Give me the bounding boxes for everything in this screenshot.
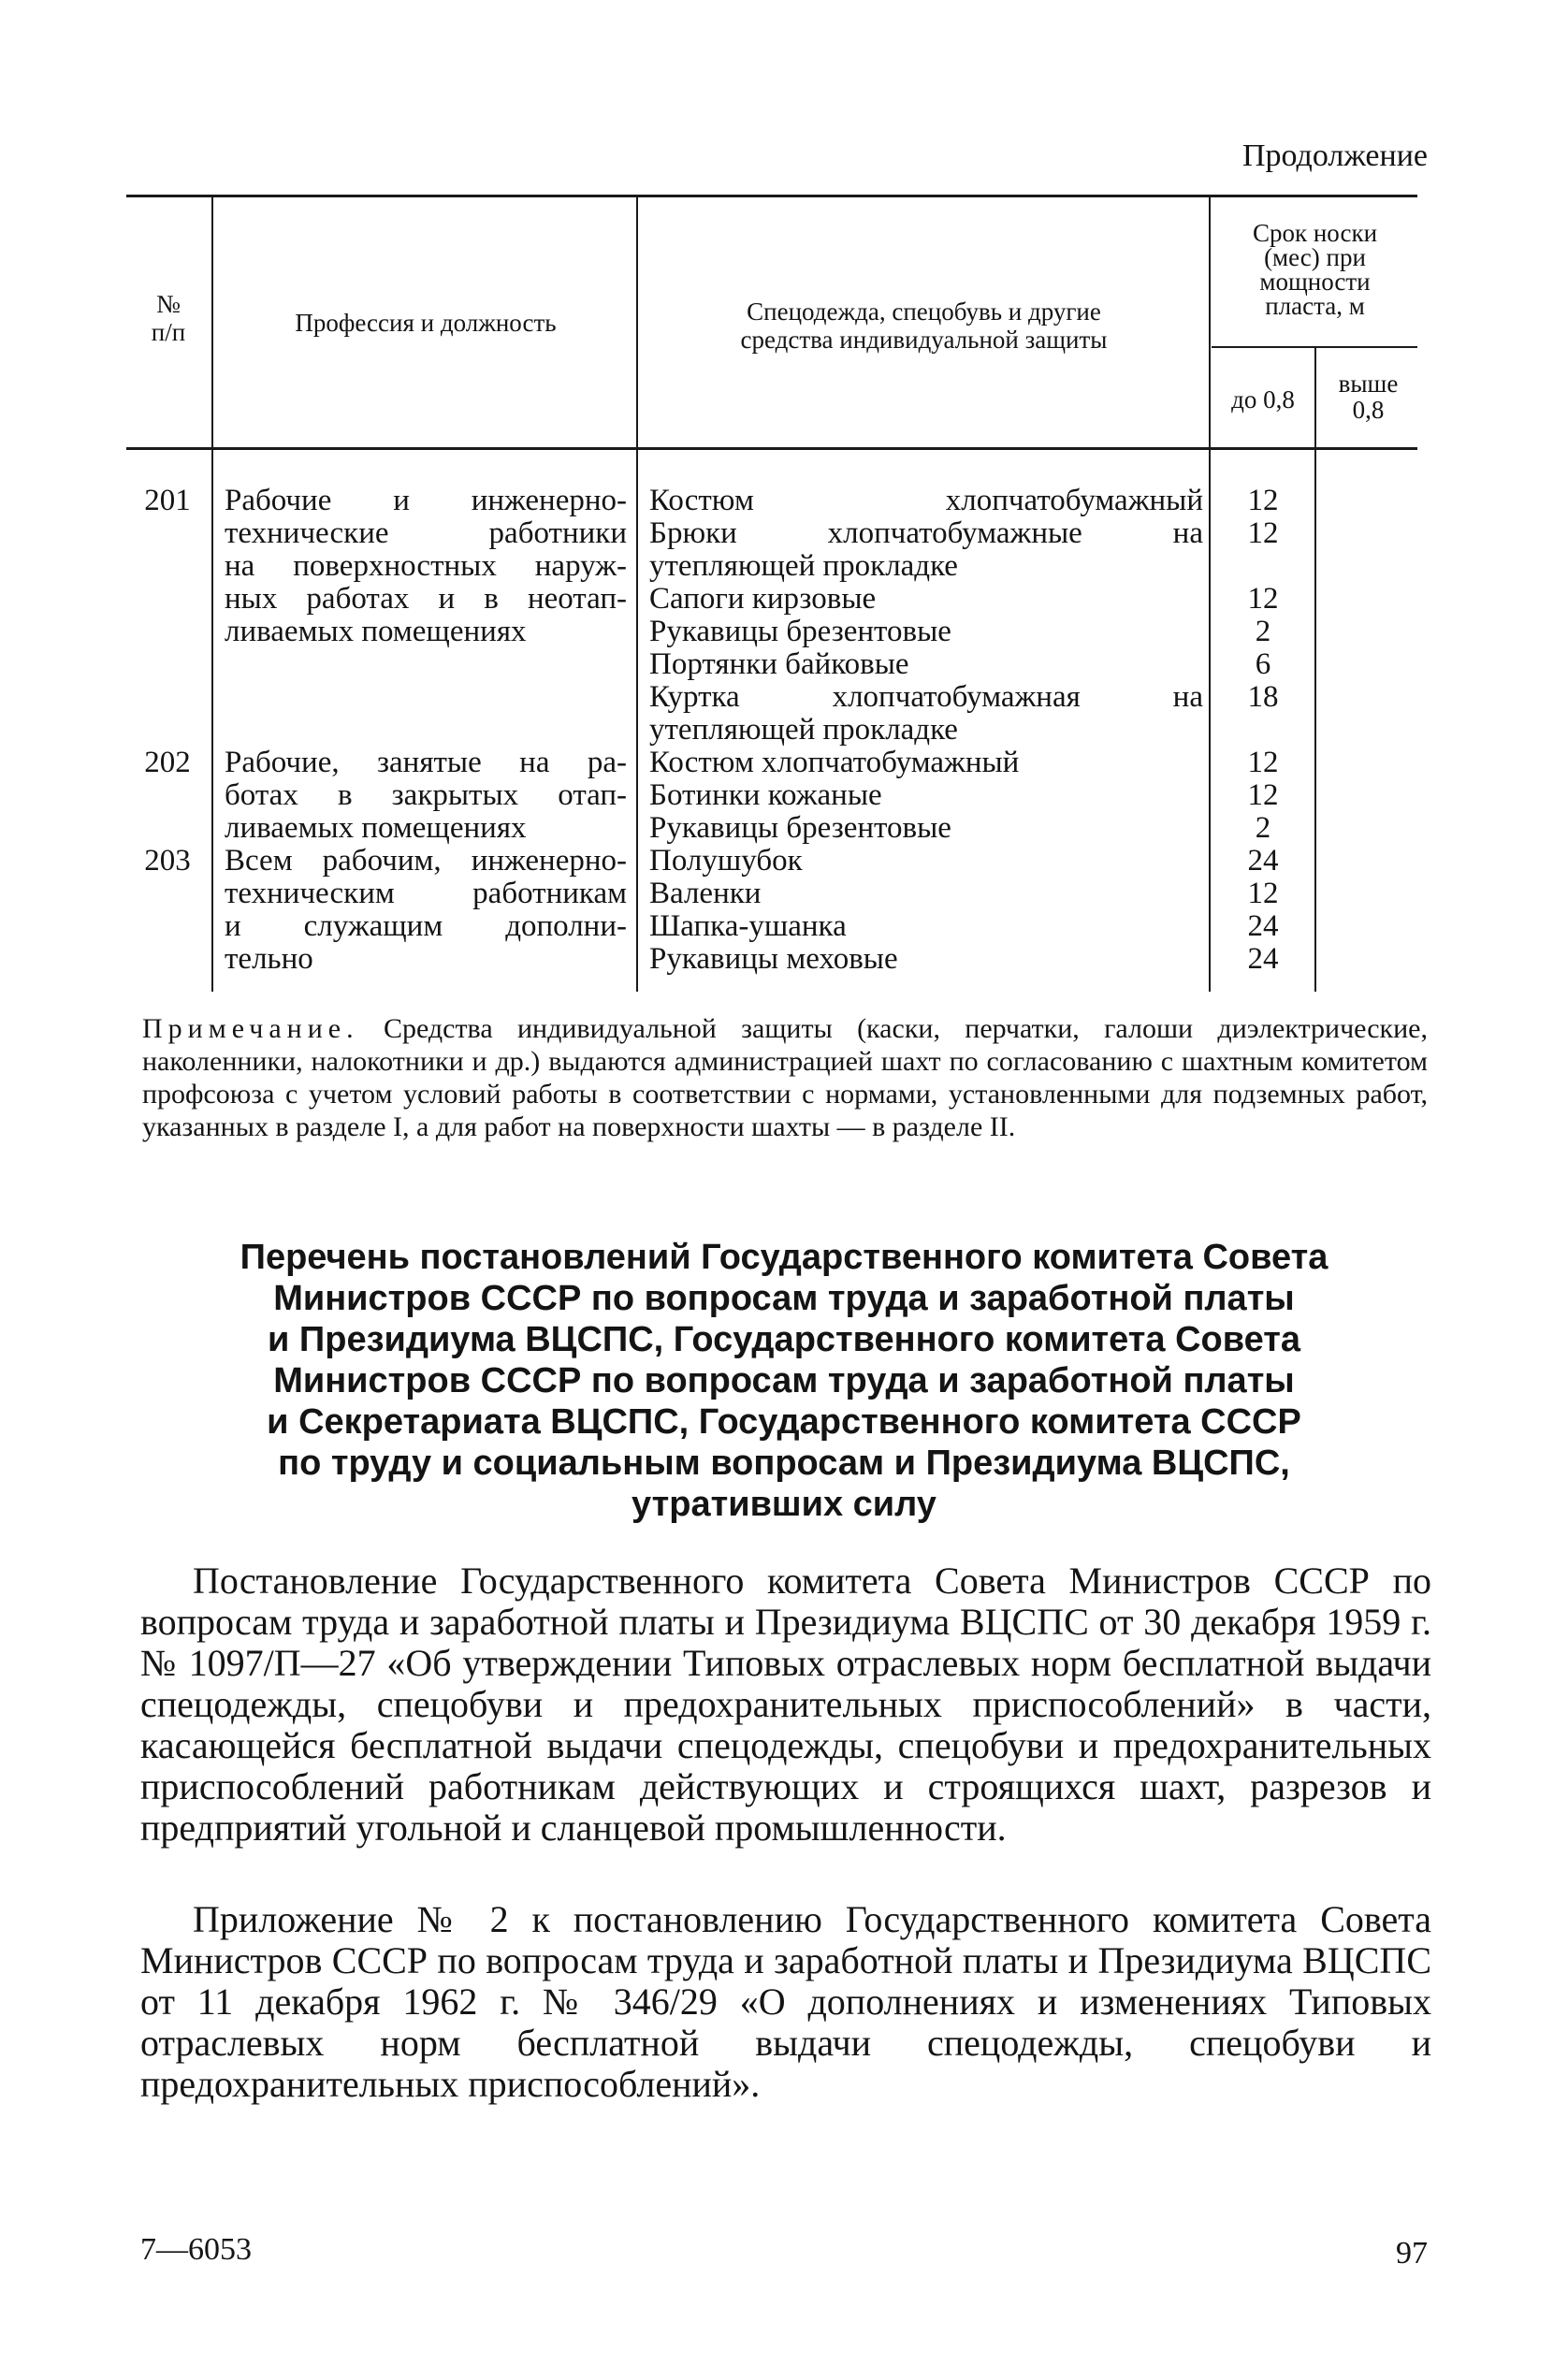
row-number: 201 xyxy=(144,484,191,517)
equipment-item: Костюм хлопчатобумажный xyxy=(649,484,1203,517)
profession-line: на поверхностных наруж- xyxy=(225,549,627,583)
profession-line: технические работники xyxy=(225,516,627,550)
equipment-item: Рукавицы брезентовые xyxy=(649,615,951,648)
table-top-rule xyxy=(126,195,1417,197)
section-title: Перечень постановлений Государственного комитета Совета Министров СССР по вопросам труда и заработной платы и Президиума ВЦСПС, Государственного комитета Совета Министров СССР по вопросам труда и заработной платы и Секретариата ВЦСПС, Государственного комитета СССР по труду и социальным вопросам и Президиума ВЦСПС, утративших силу xyxy=(240,1238,1328,1524)
profession-line: и служащим дополни- xyxy=(225,909,627,943)
profession-line: техническим работникам xyxy=(225,877,627,910)
term-value: 2 xyxy=(1255,811,1271,845)
term-value: 24 xyxy=(1247,942,1279,976)
equipment-item: Портянки байковые xyxy=(649,647,909,681)
printer-signature: 7—6053 xyxy=(140,2232,252,2267)
term-value: 12 xyxy=(1247,582,1279,616)
table-header-rule xyxy=(126,447,1417,450)
table-note xyxy=(142,1012,1428,1143)
column-divider-profession xyxy=(636,196,638,992)
profession-line: ных работах и в неотап- xyxy=(225,582,627,616)
body-paragraph: Приложение № 2 к постановлению Государственного комитета Совета Министров СССР по вопросам труда и заработной платы и Президиума ВЦСПС от 11 декабря 1962 г. № 346/29 «О дополнениях и изменениях Типовых отраслевых норм бесплатной выдачи спецодежды, спецобуви и предохранительных приспособлений». xyxy=(140,1898,1431,2105)
term-value: 18 xyxy=(1247,680,1279,714)
term-value: 2 xyxy=(1255,615,1271,648)
equipment-item: Ботинки кожаные xyxy=(649,778,882,812)
header-term: Срок носки (мес) при мощности пласта, м xyxy=(1252,219,1378,320)
profession-line: ливаемых помещениях xyxy=(225,615,527,648)
term-value: 6 xyxy=(1255,647,1271,681)
equipment-item: Брюки хлопчатобумажные на xyxy=(649,516,1203,550)
equipment-item: Полушубок xyxy=(649,844,803,878)
equipment-item: Костюм хлопчатобумажный xyxy=(649,746,1020,779)
profession-line: Рабочие, занятые на ра- xyxy=(225,746,627,779)
profession-line: тельно xyxy=(225,942,313,976)
equipment-item: Валенки xyxy=(649,877,762,910)
equipment-item: Шапка-ушанка xyxy=(649,909,847,943)
header-term-low: до 0,8 xyxy=(1231,385,1295,414)
note-text: Средства индивидуальной защиты (каски, перчатки, галоши диэлектрические, наколенники, налокотники и др.) выдаются администрацией шахт по согласованию с шахтным комитетом профсоюза с учетом условий работы в соответствии с нормами, установленными для подземных работ, указанных в разделе I, а для работ на поверхности шахты — в разделе II. xyxy=(142,1013,1428,1142)
continuation-label: Продолжение xyxy=(1241,138,1428,173)
column-divider-equipment xyxy=(1209,196,1211,992)
header-term-high: выше 0,8 xyxy=(1338,370,1399,424)
profession-line: ботах в закрытых отап- xyxy=(225,778,627,812)
note-label: Примечание. xyxy=(142,1013,359,1044)
term-value: 12 xyxy=(1247,484,1279,517)
body-paragraph: Постановление Государственного комитета Совета Министров СССР по вопросам труда и заработной платы и Президиума ВЦСПС от 30 декабря 1959 г. № 1097/П—27 «Об утверждении Типовых отраслевых норм бесплатной выдачи спецодежды, спецобуви и предохранительных приспособлений» в части, касающейся бесплатной выдачи спецодежды, спецобуви и предохранительных приспособлений работникам действующих и строящихся шахт, разрезов и предприятий угольной и сланцевой промышленности. xyxy=(140,1560,1431,1849)
equipment-item: Сапоги кирзовые xyxy=(649,582,877,616)
column-divider-term xyxy=(1314,348,1316,992)
term-value: 12 xyxy=(1247,778,1279,812)
profession-line: Рабочие и инженерно- xyxy=(225,484,627,517)
page-number: 97 xyxy=(1396,2236,1428,2271)
term-value: 12 xyxy=(1247,877,1279,910)
term-value: 24 xyxy=(1247,909,1279,943)
profession-line: ливаемых помещениях xyxy=(225,811,527,845)
term-value: 24 xyxy=(1247,844,1279,878)
equipment-item: Рукавицы брезентовые xyxy=(649,811,951,845)
equipment-item-continuation: утепляющей прокладке xyxy=(649,549,958,583)
header-number: № п/п xyxy=(151,290,186,346)
equipment-item: Рукавицы меховые xyxy=(649,942,898,976)
column-divider-number xyxy=(211,196,213,992)
header-equipment: Спецодежда, спецобувь и другие средства индивидуальной защиты xyxy=(740,297,1108,354)
profession-line: Всем рабочим, инженерно- xyxy=(225,844,627,878)
header-profession: Профессия и должность xyxy=(295,309,557,337)
row-number: 203 xyxy=(144,844,191,878)
term-value: 12 xyxy=(1247,746,1279,779)
equipment-item-continuation: утепляющей прокладке xyxy=(649,713,958,747)
term-value: 12 xyxy=(1247,516,1279,550)
row-number: 202 xyxy=(144,746,191,779)
equipment-item: Куртка хлопчатобумажная на xyxy=(649,680,1203,714)
